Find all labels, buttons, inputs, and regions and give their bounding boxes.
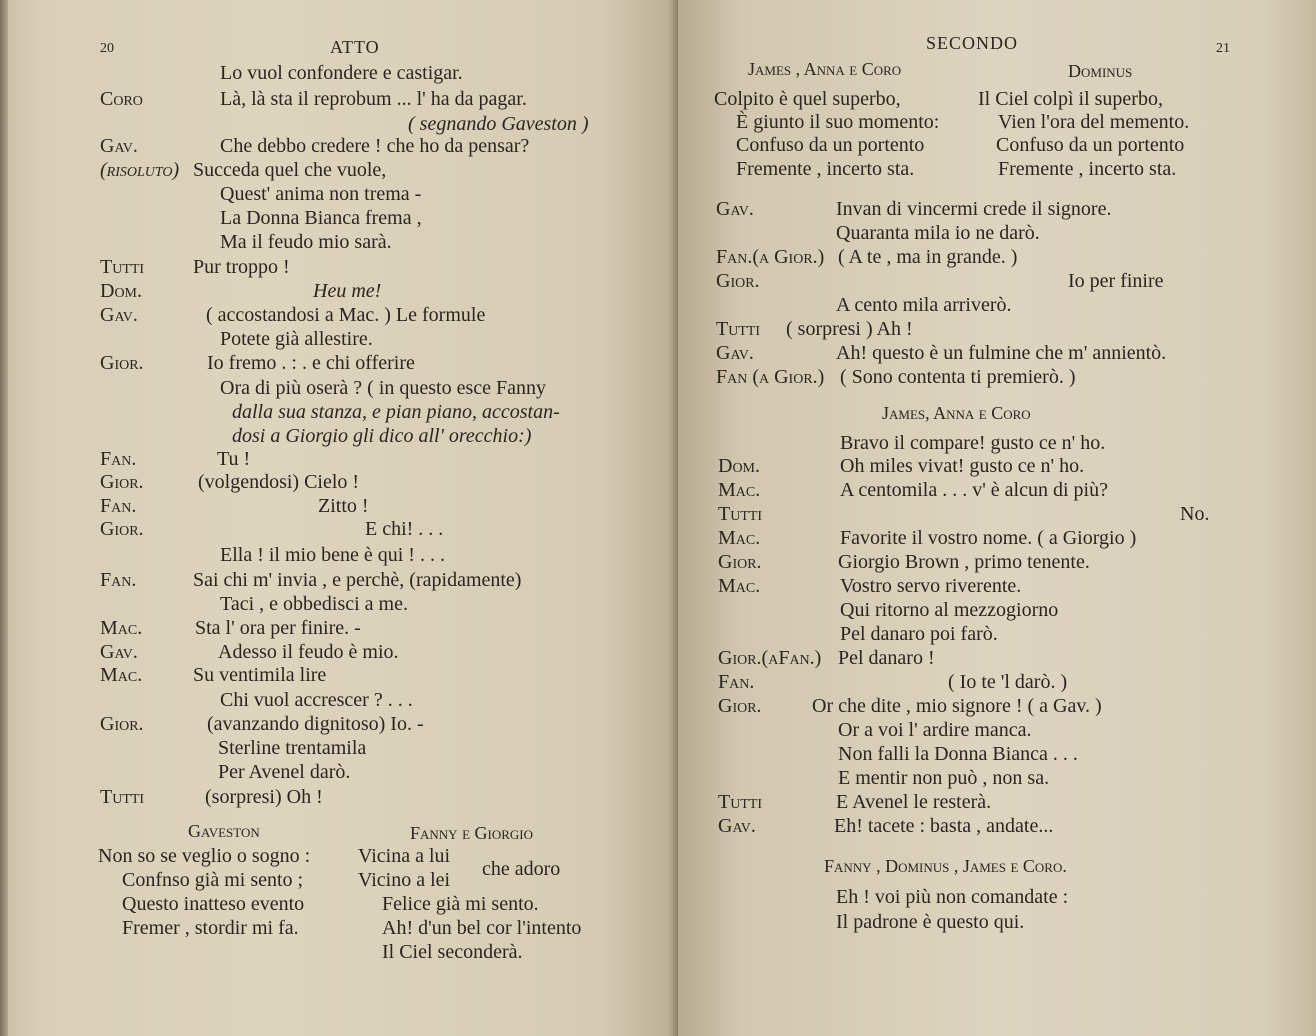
verse-line: Per Avenel darò. xyxy=(218,761,351,783)
verse-line: Or a voi l' ardire manca. xyxy=(838,719,1032,741)
closing-line: Il padrone è questo qui. xyxy=(836,911,1025,933)
verse-line: Giorgio Brown , primo tenente. xyxy=(838,551,1090,573)
closing-line: Eh ! voi più non comandate : xyxy=(836,886,1069,908)
verse-line: Or che dite , mio signore ! ( a Gav. ) xyxy=(812,695,1102,717)
speaker-label: Dom. xyxy=(718,455,761,477)
speaker-label: Gav. xyxy=(716,198,754,220)
speaker-label: Mac. xyxy=(100,617,143,639)
chorus-head-right: Dominus xyxy=(1068,61,1133,81)
chorus-left-line: È giunto il suo momento: xyxy=(736,111,940,133)
speaker-label: Mac. xyxy=(718,575,761,597)
verse-line: Sterline trentamila xyxy=(218,737,367,759)
verse-line: Bravo il compare! gusto ce n' ho. xyxy=(840,432,1106,454)
duet-left-line: Confnso già mi sento ; xyxy=(122,869,304,891)
verse-line: Adesso il feudo è mio. xyxy=(218,641,399,663)
page-number: 21 xyxy=(1216,41,1230,56)
chorus-right-line: Confuso da un portento xyxy=(996,134,1185,156)
speaker-label: Tutti xyxy=(718,503,763,525)
verse-line: Quest' anima non trema - xyxy=(220,183,422,205)
duet-left-line: Fremer , stordir mi fa. xyxy=(122,917,299,939)
duet-left-line: Non so se veglio o sogno : xyxy=(98,845,311,867)
page-edge xyxy=(0,0,8,1036)
verse-line: Tu ! xyxy=(217,448,251,470)
duet-head-left: Gaveston xyxy=(188,821,260,841)
verse-line: Vostro servo riverente. xyxy=(840,575,1022,597)
verse-line: (sorpresi) Oh ! xyxy=(205,786,323,808)
speaker-label: Mac. xyxy=(100,664,143,686)
verse-line: No. xyxy=(1180,503,1210,525)
speaker-label: Tutti xyxy=(100,786,145,808)
speaker-label: Tutti xyxy=(100,256,145,278)
chorus-right-line: Vien l'ora del memento. xyxy=(998,111,1190,133)
verse-line: Ella ! il mio bene è qui ! . . . xyxy=(220,544,445,566)
chorus-right-line: Il Ciel colpì il superbo, xyxy=(978,88,1163,110)
section-head: Fanny , Dominus , James e Coro. xyxy=(824,856,1067,876)
speaker-label: Gior. xyxy=(100,518,144,540)
speaker-label: Tutti xyxy=(718,791,763,813)
right-page xyxy=(678,0,1316,1036)
speaker-label: Mac. xyxy=(718,527,761,549)
verse-line: Succeda quel che vuole, xyxy=(193,159,387,181)
verse-line: Là, là sta il reprobum ... l' ha da pagar. xyxy=(220,88,527,110)
verse-line: Ah! questo è un fulmine che m' annientò. xyxy=(836,342,1167,364)
speaker-label: Gior. xyxy=(100,352,144,374)
verse-line: Che debbo credere ! che ho da pensar? xyxy=(220,135,530,157)
speaker-label: Dom. xyxy=(100,280,143,302)
verse-line: E mentir non può , non sa. xyxy=(838,767,1050,789)
verse-line: Ma il feudo mio sarà. xyxy=(220,231,392,253)
verse-line: Eh! tacete : basta , andate... xyxy=(834,815,1054,837)
verse-line: (avanzando dignitoso) Io. - xyxy=(207,713,424,735)
verse-line: Sai chi m' invia , e perchè, (rapidamente) xyxy=(193,569,522,591)
duet-left-line: Questo inatteso evento xyxy=(122,893,305,915)
chorus-left-line: Fremente , incerto sta. xyxy=(736,158,915,180)
speaker-label: Tutti xyxy=(716,318,761,340)
speaker-label: Fan.(a Gior.) xyxy=(716,246,825,268)
page-number: 20 xyxy=(100,41,114,56)
speaker-label: Gav. xyxy=(100,641,138,663)
verse-line: Io fremo . : . e chi offerire xyxy=(207,352,415,374)
verse-line: dalla sua stanza, e pian piano, accostan- xyxy=(232,401,560,423)
duet-right-line: Il Ciel seconderà. xyxy=(382,941,523,963)
verse-line: Chi vuol accrescer ? . . . xyxy=(220,689,413,711)
chorus-right-line: Fremente , incerto sta. xyxy=(998,158,1177,180)
verse-line: ( A te , ma in grande. ) xyxy=(838,246,1018,268)
verse-line: E chi! . . . xyxy=(365,518,444,540)
chorus-head-left: James , Anna e Coro xyxy=(748,59,902,79)
verse-line: Ora di più oserà ? ( in questo esce Fanny xyxy=(220,377,547,399)
speaker-label: (risoluto) xyxy=(100,159,180,181)
speaker-label: Gav. xyxy=(100,135,138,157)
verse-line: Invan di vincermi crede il signore. xyxy=(836,198,1112,220)
verse-line: Taci , e obbedisci a me. xyxy=(220,593,408,615)
duet-right-line: Vicina a lui xyxy=(358,845,451,867)
speaker-label: Gav. xyxy=(716,342,754,364)
speaker-label: Gav. xyxy=(100,304,138,326)
speaker-label: Gior. xyxy=(718,695,762,717)
verse-line: (volgendosi) Cielo ! xyxy=(198,471,360,493)
duet-brace-text: che adoro xyxy=(482,858,561,880)
verse-line: Pur troppo ! xyxy=(193,256,290,278)
verse-line: ( sorpresi ) Ah ! xyxy=(786,318,913,340)
verse-line: Zitto ! xyxy=(318,495,369,517)
verse-line: ( Sono contenta ti premierò. ) xyxy=(840,366,1076,388)
chorus-left-line: Colpito è quel superbo, xyxy=(714,88,901,110)
duet-right-line: Ah! d'un bel cor l'intento xyxy=(382,917,582,939)
duet-head-right: Fanny e Giorgio xyxy=(410,823,533,843)
speaker-label: Gior.(aFan.) xyxy=(718,647,822,669)
chorus-left-line: Confuso da un portento xyxy=(736,134,925,156)
verse-line: A centomila . . . v' è alcun di più? xyxy=(840,479,1108,501)
running-head: SECONDO xyxy=(926,33,1019,53)
verse-line: Io per finire xyxy=(1068,270,1164,292)
verse-line: A cento mila arriverò. xyxy=(836,294,1012,316)
verse-line: ( Io te 'l darò. ) xyxy=(948,671,1068,693)
speaker-label: Gior. xyxy=(716,270,760,292)
verse-line: Favorite il vostro nome. ( a Giorgio ) xyxy=(840,527,1137,549)
verse-line: Qui ritorno al mezzogiorno xyxy=(840,599,1059,621)
duet-right-line: Felice già mi sento. xyxy=(382,893,539,915)
speaker-label: Gior. xyxy=(100,713,144,735)
verse-line: Heu me! xyxy=(313,280,382,302)
speaker-label: Fan. xyxy=(100,495,137,517)
verse-line: Pel danaro poi farò. xyxy=(840,623,998,645)
verse-line: Potete già allestire. xyxy=(220,328,373,350)
speaker-label: Fan. xyxy=(718,671,755,693)
speaker-label: Fan (a Gior.) xyxy=(716,366,825,388)
running-head: ATTO xyxy=(330,37,380,57)
speaker-label: Gav. xyxy=(718,815,756,837)
section-head: James, Anna e Coro xyxy=(882,403,1031,423)
verse-line: dosi a Giorgio gli dico all' orecchio:) xyxy=(232,425,532,447)
verse-line: Su ventimila lire xyxy=(193,664,327,686)
verse-line: E Avenel le resterà. xyxy=(836,791,992,813)
verse-line: ( segnando Gaveston ) xyxy=(408,113,589,135)
speaker-label: Fan. xyxy=(100,448,137,470)
speaker-label: Gior. xyxy=(718,551,762,573)
verse-line: Oh miles vivat! gusto ce n' ho. xyxy=(840,455,1085,477)
verse-line: Non falli la Donna Bianca . . . xyxy=(838,743,1078,765)
speaker-label: Coro xyxy=(100,88,143,110)
duet-right-line: Vicino a lei xyxy=(358,869,451,891)
verse-line: Sta l' ora per finire. - xyxy=(195,617,361,639)
speaker-label: Fan. xyxy=(100,569,137,591)
verse-line: La Donna Bianca frema , xyxy=(220,207,422,229)
verse-line: ( accostandosi a Mac. ) Le formule xyxy=(206,304,486,326)
speaker-label: Gior. xyxy=(100,471,144,493)
speaker-label: Mac. xyxy=(718,479,761,501)
verse-line: Quaranta mila io ne darò. xyxy=(836,222,1040,244)
verse-line: Pel danaro ! xyxy=(838,647,935,669)
verse-line: Lo vuol confondere e castigar. xyxy=(220,62,463,84)
